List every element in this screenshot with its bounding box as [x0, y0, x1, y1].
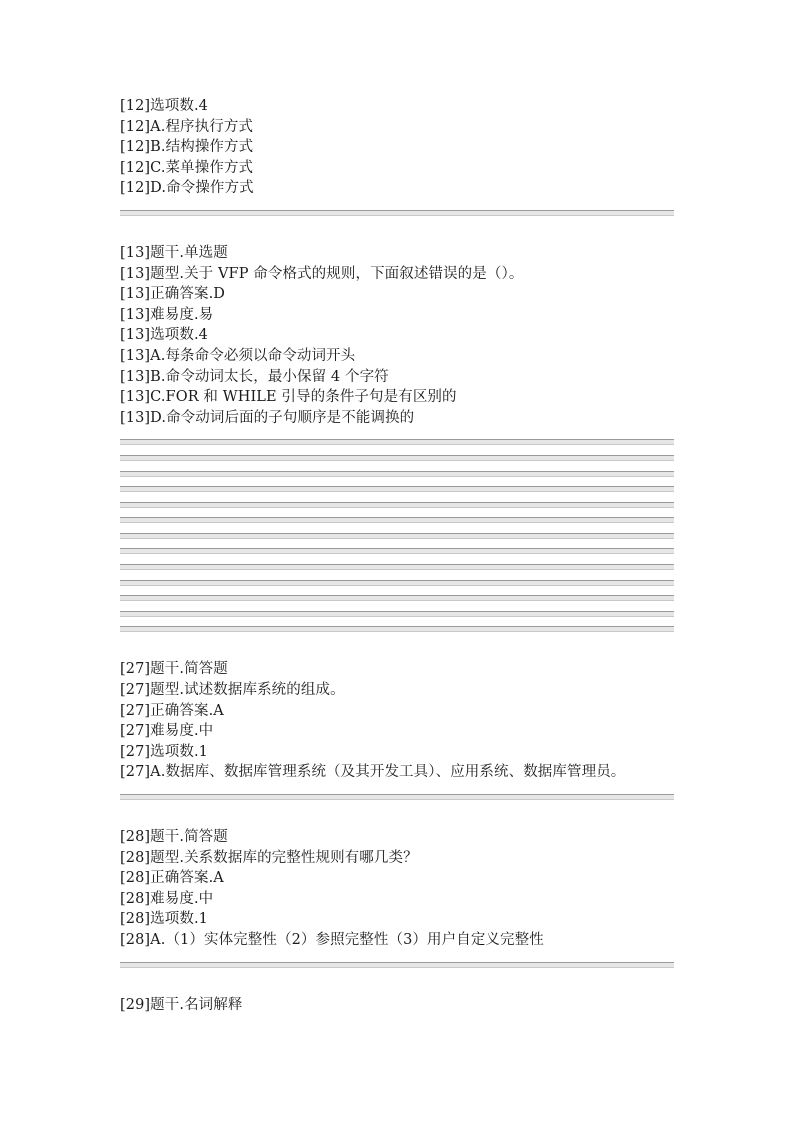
q13-option-count: [13]选项数.4: [120, 327, 208, 344]
separator: [120, 962, 674, 968]
q12-option-b: [12]B.结构操作方式: [120, 139, 254, 156]
q27-option-count: [27]选项数.1: [120, 743, 208, 760]
q28-answer: [28]正确答案.A: [120, 870, 224, 887]
question-12-block: [120, 96, 674, 199]
q13-answer: [13]正确答案.D: [120, 286, 225, 303]
separator: [120, 502, 674, 508]
q28-question: [28]题型.关系数据库的完整性规则有哪几类？: [120, 849, 418, 866]
separator: [120, 548, 674, 554]
question-13-block: [120, 243, 674, 428]
separator: [120, 580, 674, 586]
question-29-block: [120, 995, 674, 1016]
q13-option-a: [13]A.每条命令必须以命令动词开头: [120, 347, 356, 364]
separator: [120, 564, 674, 570]
q12-option-c: [12]C.菜单操作方式: [120, 159, 254, 176]
separator: [120, 439, 674, 445]
separator-stack: [120, 439, 674, 632]
separator: [120, 626, 674, 632]
separator: [120, 533, 674, 539]
document-page: [120, 96, 674, 1015]
separator: [120, 455, 674, 461]
q27-difficulty: [27]难易度.中: [120, 723, 214, 740]
q12-option-d: [12]D.命令操作方式: [120, 180, 254, 197]
question-27-block: [120, 659, 674, 783]
q28-option-a: [28]A.（1）实体完整性（2）参照完整性（3）用户自定义完整性: [120, 931, 544, 948]
q27-question: [27]题型.试述数据库系统的组成。: [120, 682, 345, 699]
separator: [120, 210, 674, 216]
q12-option-a: [12]A.程序执行方式: [120, 118, 254, 135]
q13-option-d: [13]D.命令动词后面的子句顺序是不能调换的: [120, 409, 415, 426]
q28-difficulty: [28]难易度.中: [120, 890, 214, 907]
q13-option-b: [13]B.命令动词太长，最小保留 4 个字符: [120, 368, 389, 385]
question-28-block: [120, 827, 674, 951]
separator: [120, 595, 674, 601]
q13-difficulty: [13]难易度.易: [120, 306, 214, 323]
q27-answer: [27]正确答案.A: [120, 702, 224, 719]
q29-stem: [29]题干.名词解释: [120, 996, 243, 1013]
q27-stem: [27]题干.简答题: [120, 661, 228, 678]
separator: [120, 794, 674, 800]
q13-option-c: [13]C.FOR 和 WHILE 引导的条件子句是有区别的: [120, 389, 457, 406]
q28-option-count: [28]选项数.1: [120, 911, 208, 928]
q13-question: [13]题型.关于 VFP 命令格式的规则，下面叙述错误的是（）。: [120, 265, 524, 282]
separator: [120, 486, 674, 492]
q12-option-count: [12]选项数.4: [120, 98, 208, 114]
q27-option-a: [27]A.数据库、数据库管理系统（及其开发工具）、应用系统、数据库管理员。: [120, 764, 626, 781]
separator: [120, 611, 674, 617]
separator: [120, 517, 674, 523]
separator: [120, 471, 674, 477]
q28-stem: [28]题干.简答题: [120, 829, 228, 845]
q13-stem: [13]题干.单选题: [120, 244, 228, 261]
